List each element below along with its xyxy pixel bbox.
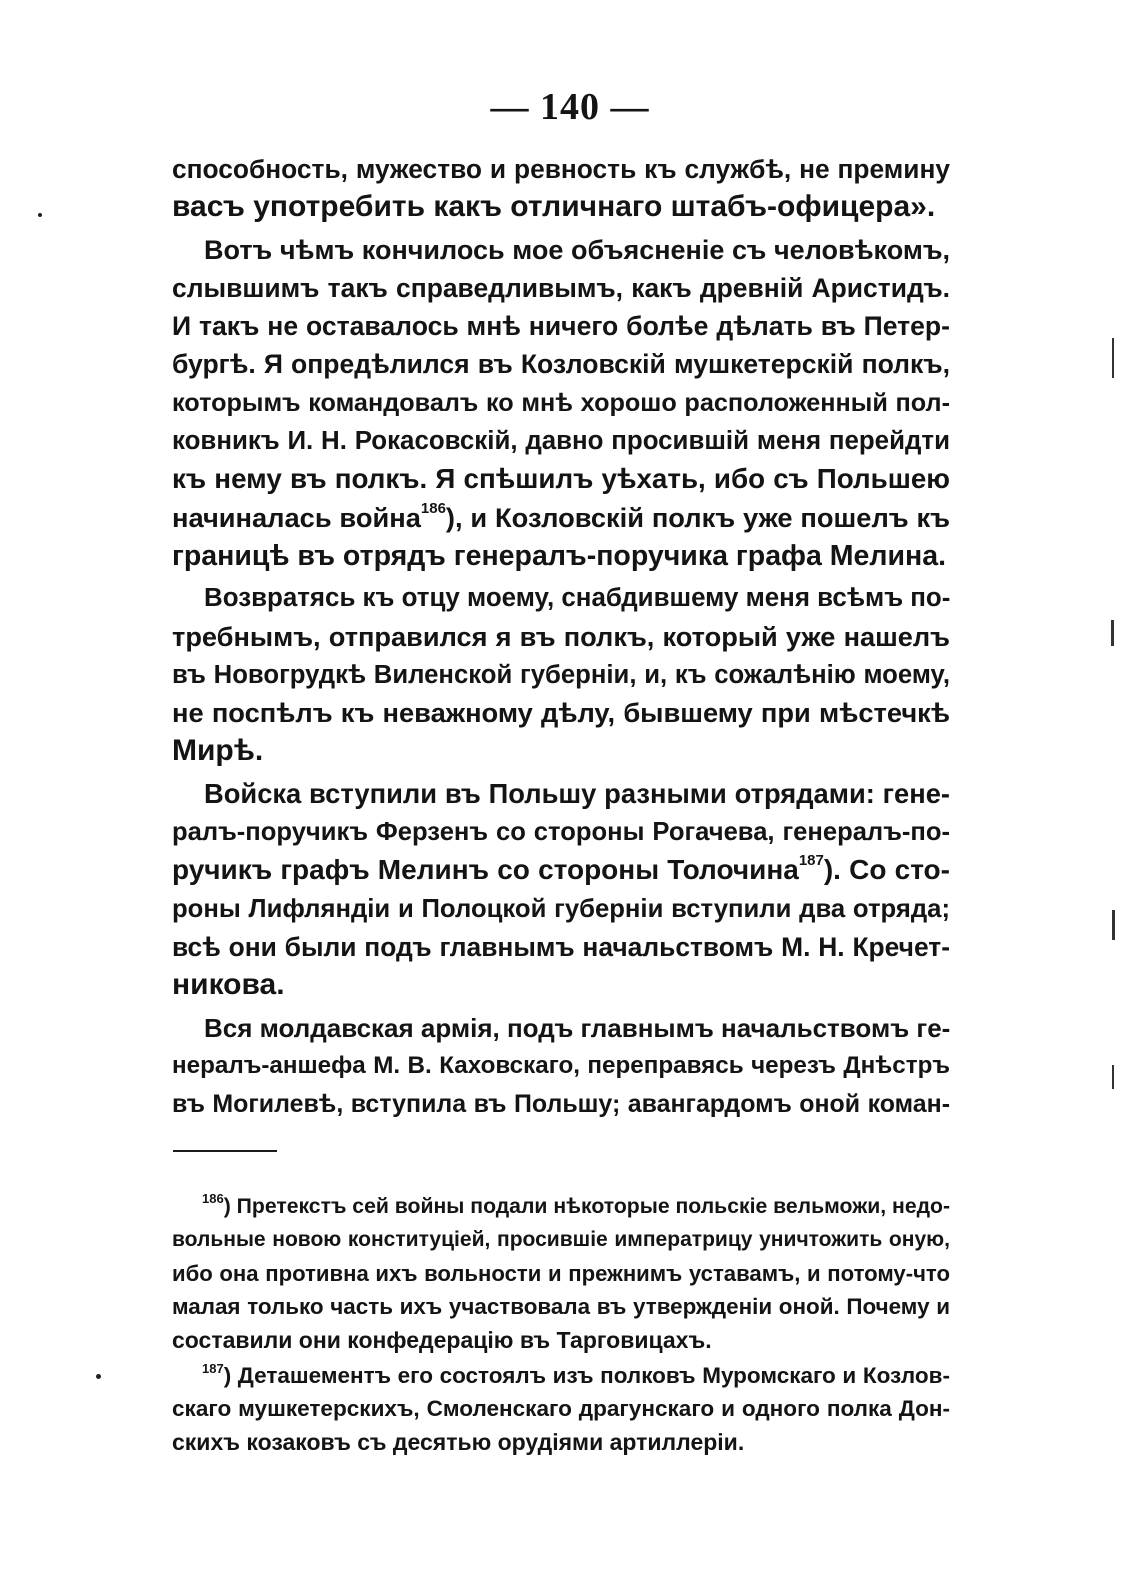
text-line: ковникъ И. Н. Рокасовскій, давно просившій меня перейдти [172,427,950,456]
text-line: не поспѣлъ къ неважному дѣлу, бывшему при мѣстечкѣ [172,697,950,729]
footnote-186-line [172,1190,950,1223]
text-segment: ручикъ графъ Мелинъ со стороны Толочина [172,854,799,886]
text-line: нералъ-аншефа М. В. Каховскаго, переправясь черезъ Днѣстръ [172,1051,950,1079]
text-line: бургѣ. Я опредѣлился въ Козловскій мушкетерскій полкъ, [172,349,950,380]
text-line: васъ употребить какъ отличнаго штабъ-офицера». [172,190,936,224]
scan-speck [38,213,42,217]
scan-edge-mark [1112,1065,1114,1089]
footnote-separator [173,1150,277,1152]
scan-edge-mark [1112,338,1114,378]
scan-edge-mark [1111,620,1114,646]
text-line: никова. [172,968,285,1002]
footnote-text: ) Деташементъ его состоялъ изъ полковъ Муромскаго и Козлов- [223,1362,950,1388]
text-line: Возвратясь къ отцу моему, снабдившему меня всѣмъ по- [204,584,950,613]
scan-edge-mark [1112,910,1115,940]
text-line: къ нему въ полкъ. Я спѣшилъ уѣхать, ибо съ Польшею [172,463,950,495]
text-line: въ Могилевѣ, вступила въ Польшу; авангардомъ оной коман- [172,1090,950,1119]
footnote-ref-187: 187 [798,852,824,870]
footnote-186-line: составили они конфедерацію въ Тарговицахъ. [172,1326,712,1353]
footnote-number-186: 186 [202,1191,224,1206]
scan-speck [96,1374,101,1379]
footnote-text: ) Претекстъ сей войны подали нѣкоторые польскіе вельможи, недо- [223,1195,950,1218]
text-line: слывшимъ такъ справедливымъ, какъ древній Аристидъ. [172,272,950,303]
text-line: требнымъ, отправился я въ полкъ, который уже нашелъ [172,620,950,652]
text-line: Войска вступили въ Польшу разными отрядами: гене- [204,777,950,809]
footnote-186-line: малая только часть ихъ участвовала въ утвержденіи оной. Почему и [172,1294,950,1320]
text-line: въ Новогрудкѣ Виленской губерніи, и, къ сожалѣнію моему, [172,660,950,689]
text-segment: ). Со сто- [823,854,950,886]
text-line-with-footnote-ref [172,499,950,537]
footnote-187-line: скаго мушкетерскихъ, Смоленскаго драгунскаго и одного полка Дон- [172,1396,950,1422]
text-line: Вотъ чѣмъ кончилось мое объясненіе съ человѣкомъ, [204,234,950,265]
main-text [172,150,950,1123]
text-line-with-footnote-ref [172,851,950,889]
text-line: ралъ-поручикъ Ферзенъ со стороны Рогачева, генералъ-по- [172,818,950,847]
text-segment: ), и Козловскій полкъ уже пошелъ къ [445,501,950,533]
footnote-187-line [172,1359,950,1392]
text-line: Вся молдавская армія, подъ главнымъ начальствомъ ге- [204,1012,950,1043]
text-line: Мирѣ. [172,734,264,768]
text-line: которымъ командовалъ ко мнѣ хорошо расположенный пол- [172,388,950,417]
text-line: роны Лифляндіи и Полоцкой губерніи вступили два отряда; [172,894,950,923]
text-line: границѣ въ отрядъ генералъ-поручика графа Мелина. [172,539,947,572]
text-line: И такъ не оставалось мнѣ ничего болѣе дѣлать въ Петер- [172,311,950,342]
footnote-186-line: вольные новою конституціей, просившіе императрицу уничтожить оную, [172,1228,950,1252]
text-line: всѣ они были подъ главнымъ начальствомъ М. Н. Кречет- [172,931,950,962]
footnote-ref-186: 186 [420,499,446,517]
footnote-186-line: ибо она противна ихъ вольности и прежнимъ уставамъ, и потому-что [172,1260,950,1286]
footnote-187-line: скихъ козаковъ съ десятью орудіями артиллеріи. [172,1428,745,1455]
page-number: — 140 — [490,86,650,128]
text-line: способность, мужество и ревность къ службѣ, не премину [172,154,950,184]
text-segment: начиналась война [172,501,421,533]
footnote-number-187: 187 [202,1360,224,1376]
footnotes [172,1190,950,1459]
